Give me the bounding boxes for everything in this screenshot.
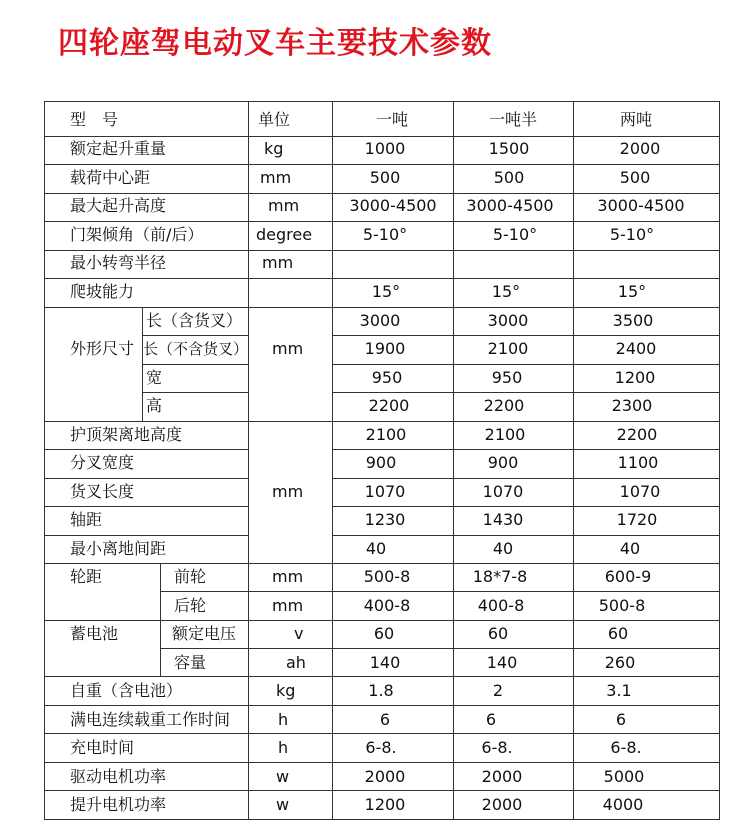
cell-value: 2200 [616,425,658,444]
cell-value: 5-10° [492,225,538,244]
cell-value: 3.1 [606,681,632,700]
header-col-1-5t: 一吨半 [488,110,538,129]
cell-value: 2000 [619,139,661,158]
cell-value: 400-8 [477,596,525,615]
cell-value: 1070 [482,482,524,501]
cell-value: 15° [491,282,521,301]
row-unit: mm [272,567,304,586]
row-label: 轮距 [70,567,103,586]
row-label: 额定起升重量 [70,139,167,158]
row-unit: mm [260,168,292,187]
row-unit: w [276,767,290,786]
row-unit: h [278,710,289,729]
sub-label: 后轮 [174,596,207,615]
cell-value: 3000-4500 [597,196,685,215]
header-col-1t: 一吨 [375,110,409,129]
cell-value: 500 [369,168,401,187]
cell-value: 500 [493,168,525,187]
row-label: 最大起升高度 [70,196,167,215]
row-label: 轴距 [70,510,103,529]
sub-label: 高 [146,396,163,415]
cell-value: 3000 [487,311,529,330]
cell-value: 4000 [602,795,644,814]
cell-value: 1070 [619,482,661,501]
cell-value: 500-8 [363,567,411,586]
cell-value: 900 [365,453,397,472]
cell-value: 1230 [364,510,406,529]
row-label: 最小离地间距 [70,539,167,558]
cell-value: 260 [604,653,636,672]
cell-value: 500 [619,168,651,187]
cell-value: 140 [486,653,518,672]
sub-label: 长（不含货叉） [143,340,249,358]
row-unit: w [276,795,290,814]
cell-value: 2000 [481,795,523,814]
cell-value: 2200 [368,396,410,415]
cell-value: 15° [617,282,647,301]
row-unit: mm [268,196,300,215]
row-label: 护顶架离地高度 [70,425,183,444]
cell-value: 2100 [487,339,529,358]
cell-value: 15° [371,282,401,301]
row-unit: mm [262,253,294,272]
cell-value: 2300 [611,396,653,415]
cell-value: 1500 [488,139,530,158]
row-label: 最小转弯半径 [70,253,167,272]
cell-value: 1720 [616,510,658,529]
cell-value: 400-8 [363,596,411,615]
cell-value: 60 [487,624,509,643]
row-unit: mm [272,339,304,358]
cell-value: 500-8 [598,596,646,615]
row-unit: degree [256,225,313,244]
cell-value: 2400 [615,339,657,358]
cell-value: 40 [365,539,387,558]
sub-label: 容量 [174,653,207,672]
row-unit: mm [272,596,304,615]
cell-value: 2100 [484,425,526,444]
cell-value: 1100 [617,453,659,472]
cell-value: 40 [492,539,514,558]
row-unit: ah [286,653,306,672]
cell-value: 2200 [483,396,525,415]
cell-value: 6 [485,710,497,729]
cell-value: 5-10° [609,225,655,244]
header-col-2t: 两吨 [619,110,653,129]
row-label: 驱动电机功率 [70,767,167,786]
row-unit: mm [272,482,304,501]
cell-value: 3000-4500 [466,196,554,215]
row-label: 外形尺寸 [70,339,135,358]
cell-value: 950 [371,368,403,387]
row-unit: kg [276,681,296,700]
cell-value: 1000 [364,139,406,158]
cell-value: 3000-4500 [349,196,437,215]
row-label: 分叉宽度 [70,453,135,472]
row-unit: h [278,738,289,757]
sub-label: 长（含货叉） [146,311,243,330]
cell-value: 950 [491,368,523,387]
cell-value: 2000 [481,767,523,786]
cell-value: 1430 [482,510,524,529]
row-unit: v [294,624,304,643]
sub-label: 额定电压 [172,624,237,643]
header-model: 型 号 [70,110,119,129]
cell-value: 3500 [612,311,654,330]
cell-value: 1200 [614,368,656,387]
cell-value: 6-8. [610,738,642,757]
cell-value: 2 [492,681,504,700]
cell-value: 60 [607,624,629,643]
row-label: 货叉长度 [70,482,135,501]
cell-value: 18*7-8 [472,567,528,586]
row-label: 自重（含电池） [70,681,183,700]
cell-value: 6 [615,710,627,729]
cell-value: 1900 [364,339,406,358]
row-label: 提升电机功率 [70,795,167,814]
cell-value: 2100 [365,425,407,444]
row-label: 爬坡能力 [70,282,135,301]
cell-value: 2000 [364,767,406,786]
cell-value: 6-8. [481,738,513,757]
cell-value: 60 [373,624,395,643]
cell-value: 40 [619,539,641,558]
cell-value: 1200 [364,795,406,814]
row-label: 蓄电池 [70,624,119,643]
cell-value: 3000 [359,311,401,330]
cell-value: 5-10° [362,225,408,244]
page-title: 四轮座驾电动叉车主要技术参数 [58,26,492,61]
row-label: 载荷中心距 [70,168,151,187]
row-label: 满电连续载重工作时间 [70,710,231,729]
cell-value: 6 [379,710,391,729]
cell-value: 1070 [364,482,406,501]
sub-label: 宽 [146,368,163,387]
row-label: 充电时间 [70,738,135,757]
row-unit: kg [264,139,284,158]
row-label: 门架倾角（前/后） [70,225,204,244]
cell-value: 5000 [603,767,645,786]
header-unit: 单位 [258,110,291,129]
sub-label: 前轮 [174,567,207,586]
cell-value: 140 [369,653,401,672]
cell-value: 600-9 [604,567,652,586]
cell-value: 1.8 [368,681,394,700]
cell-value: 900 [487,453,519,472]
cell-value: 6-8. [365,738,397,757]
